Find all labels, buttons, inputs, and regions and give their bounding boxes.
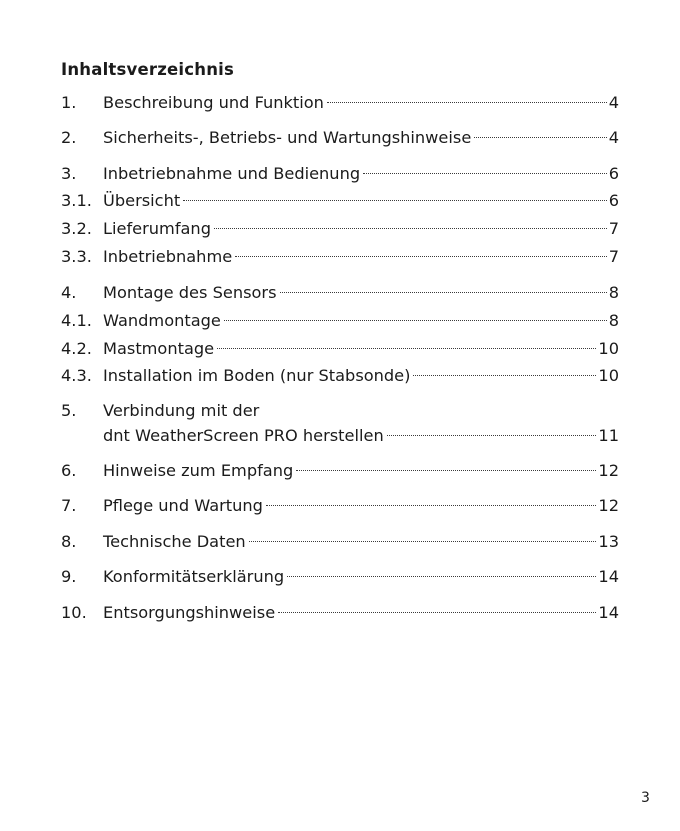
toc-entry-number: 1. xyxy=(61,93,77,112)
toc-entry-number: 2. xyxy=(61,128,77,147)
toc-entry-page: 14 xyxy=(598,567,619,586)
toc-entry-title: Inbetriebnahme und Bedienung xyxy=(103,164,361,183)
dot-leader xyxy=(296,470,596,471)
dot-leader xyxy=(327,102,607,103)
toc-entry-title: Installation im Boden (nur Stabsonde) xyxy=(103,366,411,385)
toc-entry-number: 4. xyxy=(61,283,77,302)
toc-entry-page: 10 xyxy=(598,366,619,385)
toc-entry-title: Montage des Sensors xyxy=(103,283,277,302)
toc-entry-title: Inbetriebnahme xyxy=(103,247,233,266)
toc-entry-number: 3. xyxy=(61,164,77,183)
toc-entry-title: dnt WeatherScreen PRO herstellen xyxy=(103,426,384,445)
dot-leader xyxy=(183,200,607,201)
toc-entry-page: 12 xyxy=(598,461,619,480)
toc-entry-3[interactable] xyxy=(61,162,619,186)
toc-entry-3-2[interactable] xyxy=(61,217,619,241)
toc-entry-number: 10. xyxy=(61,603,87,622)
page-number: 3 xyxy=(641,790,650,806)
toc-entry-page: 7 xyxy=(608,247,619,266)
toc-entry-4-1[interactable] xyxy=(61,309,619,333)
dot-leader xyxy=(278,612,596,613)
dot-leader xyxy=(224,320,607,321)
toc-entry-title: Lieferumfang xyxy=(103,219,211,238)
dot-leader xyxy=(474,137,606,138)
toc-entry-title: Hinweise zum Empfang xyxy=(103,461,294,480)
dot-leader xyxy=(214,228,607,229)
toc-entry-title: Sicherheits-, Betriebs- und Wartungshinweise xyxy=(103,128,472,147)
toc-entry-9[interactable] xyxy=(61,565,619,589)
toc-entry-number: 8. xyxy=(61,532,77,551)
toc-entry-page: 8 xyxy=(608,283,619,302)
toc-entry-5-title-line1: Verbindung mit der xyxy=(103,401,260,420)
toc-entry-title: Mastmontage xyxy=(103,339,215,358)
toc-entry-3-3[interactable] xyxy=(61,245,619,269)
toc-entry-4[interactable] xyxy=(61,281,619,305)
dot-leader xyxy=(249,541,597,542)
toc-entry-page: 11 xyxy=(598,426,619,445)
toc-entry-6[interactable] xyxy=(61,459,619,483)
toc-entry-number: 7. xyxy=(61,496,77,515)
toc-entry-number: 5. xyxy=(61,401,77,420)
toc-entry-number: 9. xyxy=(61,567,77,586)
toc-entry-title: Technische Daten xyxy=(103,532,246,551)
dot-leader xyxy=(287,576,596,577)
dot-leader xyxy=(413,375,596,376)
toc-entry-4-2[interactable] xyxy=(61,337,619,361)
toc-entry-page: 6 xyxy=(608,191,619,210)
toc-entry-page: 8 xyxy=(608,311,619,330)
dot-leader xyxy=(280,292,607,293)
toc-entry-page: 4 xyxy=(608,128,619,147)
dot-leader xyxy=(387,435,597,436)
toc-entry-page: 12 xyxy=(598,496,619,515)
toc-entry-number: 3.2. xyxy=(61,219,92,238)
dot-leader xyxy=(266,505,596,506)
toc-entry-1[interactable] xyxy=(61,91,619,115)
toc-entry-7[interactable] xyxy=(61,494,619,518)
toc-entry-10[interactable] xyxy=(61,601,619,625)
toc-entry-number: 3.3. xyxy=(61,247,92,266)
toc-entry-3-1[interactable] xyxy=(61,189,619,213)
toc-entry-page: 6 xyxy=(608,164,619,183)
toc-entry-2[interactable] xyxy=(61,126,619,150)
toc-entry-title: Wandmontage xyxy=(103,311,221,330)
toc-entry-page: 4 xyxy=(608,93,619,112)
toc-entry-number: 4.1. xyxy=(61,311,92,330)
toc-entry-page: 13 xyxy=(598,532,619,551)
toc-entry-title: Entsorgungshinweise xyxy=(103,603,276,622)
toc-entry-number: 4.3. xyxy=(61,366,92,385)
toc-entry-number: 3.1. xyxy=(61,191,92,210)
toc-entry-title: Konformitätserklärung xyxy=(103,567,285,586)
toc-entry-page: 14 xyxy=(598,603,619,622)
toc-entry-page: 10 xyxy=(598,339,619,358)
toc-entry-4-3[interactable] xyxy=(61,364,619,388)
toc-entry-title: Übersicht xyxy=(103,191,181,210)
dot-leader xyxy=(217,348,596,349)
toc-entry-page: 7 xyxy=(608,219,619,238)
toc-heading: Inhaltsverzeichnis xyxy=(61,60,235,79)
toc-entry-title: Pflege und Wartung xyxy=(103,496,263,515)
toc-entry-title: Beschreibung und Funktion xyxy=(103,93,324,112)
toc-entry-number: 6. xyxy=(61,461,77,480)
toc-entry-8[interactable] xyxy=(61,530,619,554)
toc-entry-number: 4.2. xyxy=(61,339,92,358)
dot-leader xyxy=(235,256,607,257)
dot-leader xyxy=(363,173,607,174)
